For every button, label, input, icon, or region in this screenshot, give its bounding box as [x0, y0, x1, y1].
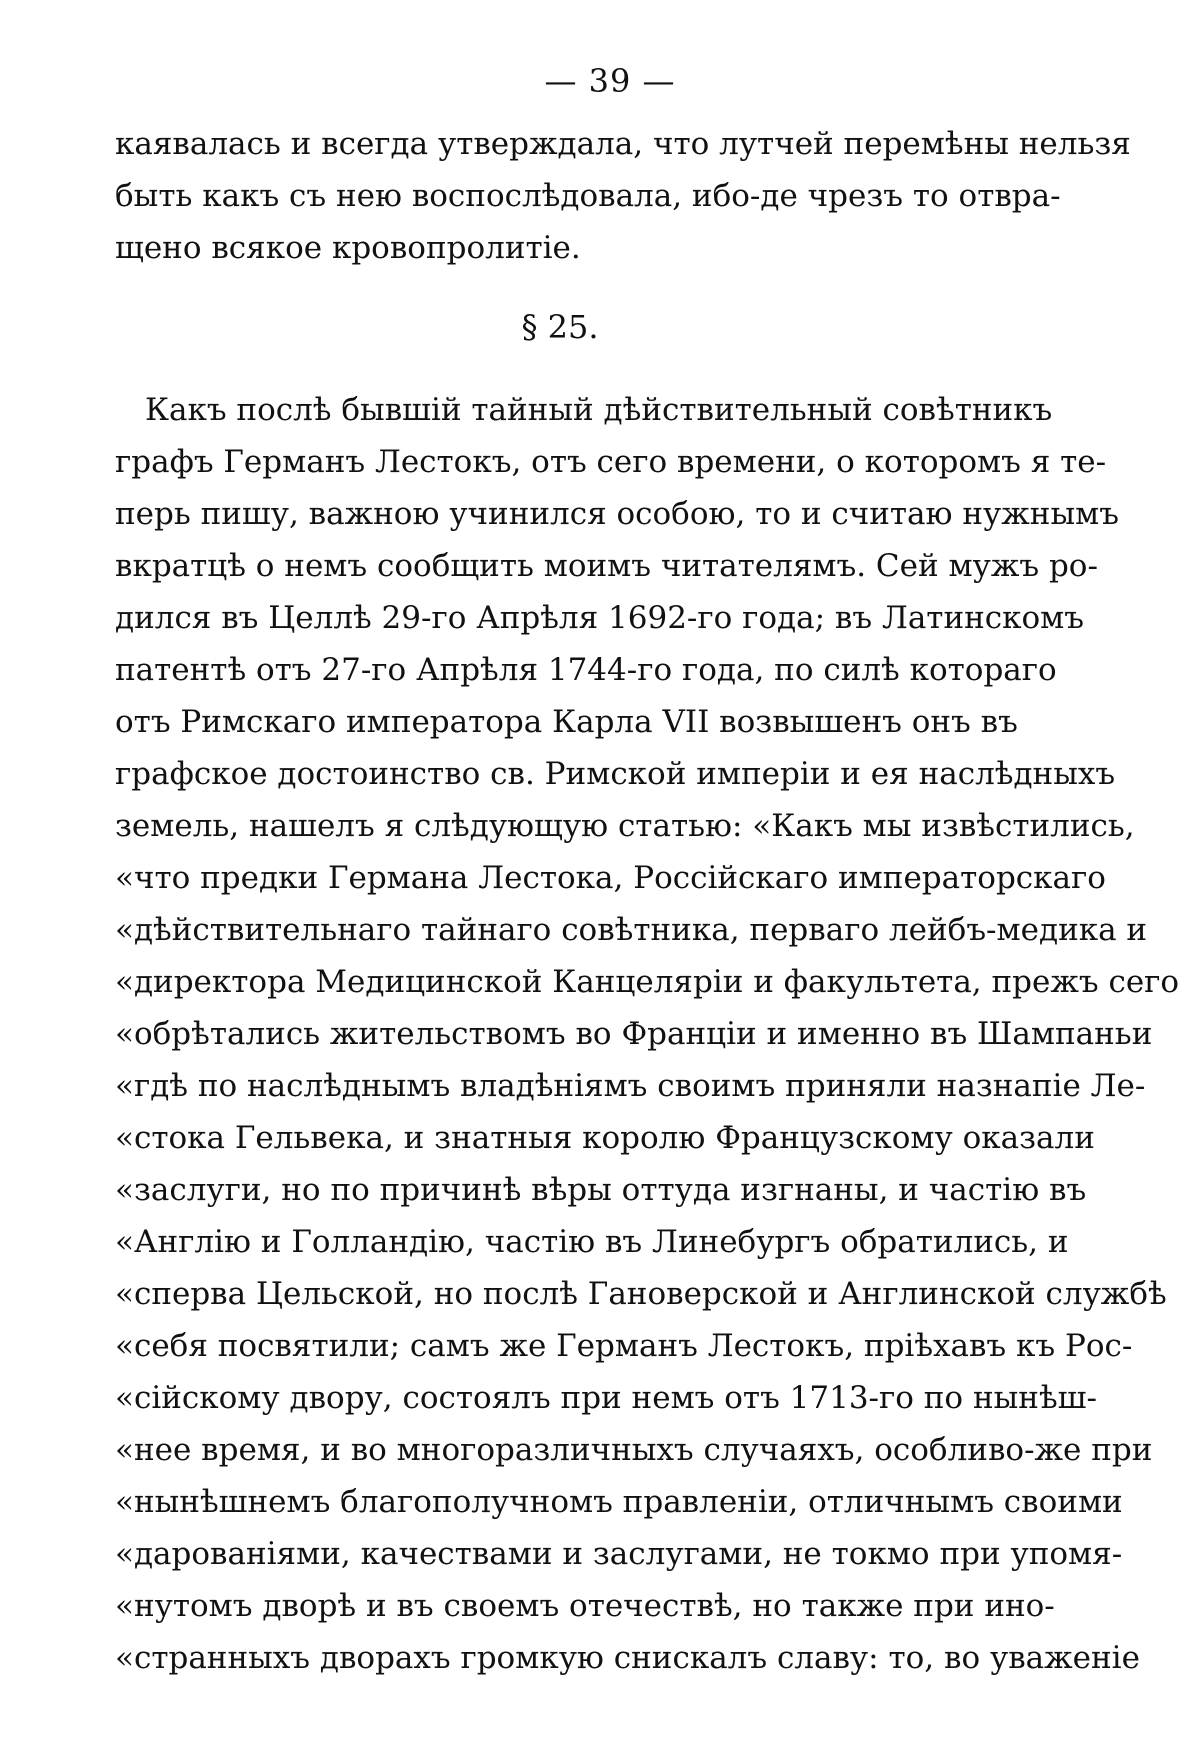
text-line: графъ Германъ Лестокъ, отъ сего времени, о которомъ я те-: [115, 444, 1107, 480]
page-number: — 39 —: [544, 62, 676, 100]
text-line: «что предки Германа Лестока, Россійскаго императорскаго: [115, 860, 1106, 896]
text-line: Какъ послѣ бывшій тайный дѣйствительный совѣтникъ: [145, 392, 1053, 428]
text-line: «нынѣшнемъ благополучномъ правленіи, отличнымъ своими: [115, 1484, 1123, 1520]
text-line: отъ Римскаго императора Карла VII возвышенъ онъ въ: [115, 704, 1018, 740]
text-line: «себя посвятили; самъ же Германъ Лестокъ, пріѣхавъ къ Рос-: [115, 1328, 1133, 1364]
section-heading: § 25.: [521, 308, 599, 346]
text-line: вкратцѣ о немъ сообщить моимъ читателямъ. Сей мужъ ро-: [115, 548, 1098, 584]
text-line: «странныхъ дворахъ громкую снискалъ славу: то, во уваженіе: [115, 1640, 1140, 1676]
text-line: каявалась и всегда утверждала, что лутчей перемѣны нельзя: [115, 126, 1131, 162]
text-line: «сперва Цельской, но послѣ Гановерской и Англинской службѣ: [115, 1276, 1167, 1312]
text-line: «обрѣтались жительствомъ во Франціи и именно въ Шампаньи: [115, 1016, 1153, 1052]
text-line: дился въ Целлѣ 29-го Апрѣля 1692-го года; въ Латинскомъ: [115, 600, 1085, 636]
text-line: «нее время, и во многоразличныхъ случаяхъ, особливо-же при: [115, 1432, 1153, 1468]
text-line: «сійскому двору, состоялъ при немъ отъ 1713-го по нынѣш-: [115, 1380, 1097, 1416]
text-line: «директора Медицинской Канцеляріи и факультета, прежъ сего: [115, 964, 1180, 1000]
text-line: перь пишу, важною учинился особою, то и считаю нужнымъ: [115, 496, 1119, 532]
paragraph-section-25: [115, 384, 1180, 1684]
text-line: «стока Гельвека, и знатныя королю Французскому оказали: [115, 1120, 1095, 1156]
text-line: «гдѣ по наслѣднымъ владѣніямъ своимъ приняли назнапіе Ле-: [115, 1068, 1146, 1104]
text-line: щено всякое кровопролитіе.: [115, 230, 581, 266]
text-line: быть какъ съ нею воспослѣдовала, ибо-де чрезъ то отвра-: [115, 178, 1061, 214]
text-line: «заслуги, но по причинѣ вѣры оттуда изгнаны, и частію въ: [115, 1172, 1087, 1208]
text-line: земель, нашелъ я слѣдующую статью: «Какъ мы извѣстились,: [115, 808, 1135, 844]
text-line: «Англію и Голландію, частію въ Линебургъ обратились, и: [115, 1224, 1069, 1260]
text-line: «нутомъ дворѣ и въ своемъ отечествѣ, но также при ино-: [115, 1588, 1055, 1624]
text-line: «дѣйствительнаго тайнаго совѣтника, перваго лейбъ-медика и: [115, 912, 1148, 948]
text-line: патентѣ отъ 27-го Апрѣля 1744-го года, по силѣ котораго: [115, 652, 1057, 688]
text-line: «дарованіями, качествами и заслугами, не токмо при упомя-: [115, 1536, 1123, 1572]
paragraph-continued: [115, 118, 1131, 274]
text-line: графское достоинство св. Римской имперіи и ея наслѣдныхъ: [115, 756, 1116, 792]
